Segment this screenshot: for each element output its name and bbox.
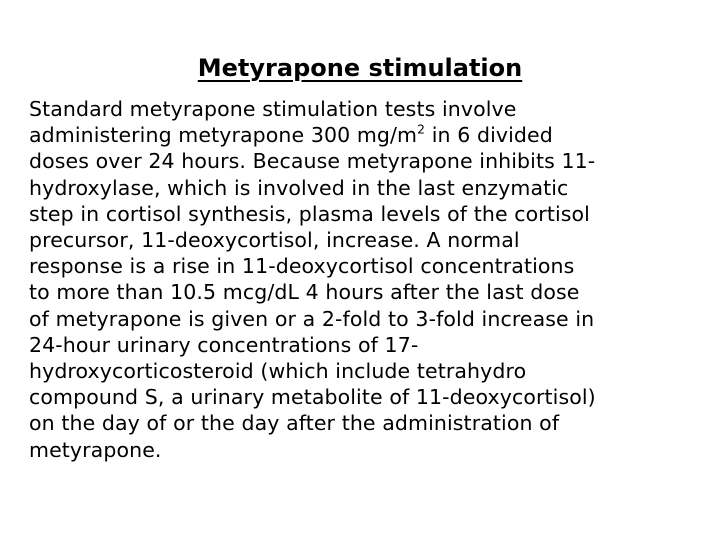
body-line: step in cortisol synthesis, plasma levels of the cortisol: [29, 201, 590, 226]
slide-title: [0, 52, 720, 84]
body-line: to more than 10.5 mcg/dL 4 hours after the last dose: [29, 280, 580, 305]
superscript-exponent: 2: [417, 122, 426, 137]
body-line: compound S, a urinary metabolite of 11-deoxycortisol): [29, 385, 596, 410]
body-line: 24-hour urinary concentrations of 17-: [29, 332, 419, 357]
body-line: doses over 24 hours. Because metyrapone inhibits 11-: [29, 149, 596, 174]
body-line-part: administering metyrapone 300 mg/m: [29, 123, 418, 148]
body-line: hydroxycorticosteroid (which include tetrahydro: [29, 359, 527, 384]
body-line-part: in 6 divided: [425, 123, 553, 148]
slide-body-paragraph: [29, 96, 709, 463]
body-line: hydroxylase, which is involved in the last enzymatic: [29, 175, 569, 200]
body-line: Standard metyrapone stimulation tests involve: [29, 97, 517, 121]
body-line: of metyrapone is given or a 2-fold to 3-fold increase in: [29, 306, 595, 331]
body-line: response is a rise in 11-deoxycortisol concentrations: [29, 254, 575, 279]
body-line: precursor, 11-deoxycortisol, increase. A normal: [29, 228, 520, 253]
body-line: on the day of or the day after the administration of: [29, 411, 560, 436]
slide-title-text: Metyrapone stimulation: [197, 54, 523, 82]
body-line: [29, 122, 709, 148]
body-line: metyrapone.: [29, 437, 162, 462]
